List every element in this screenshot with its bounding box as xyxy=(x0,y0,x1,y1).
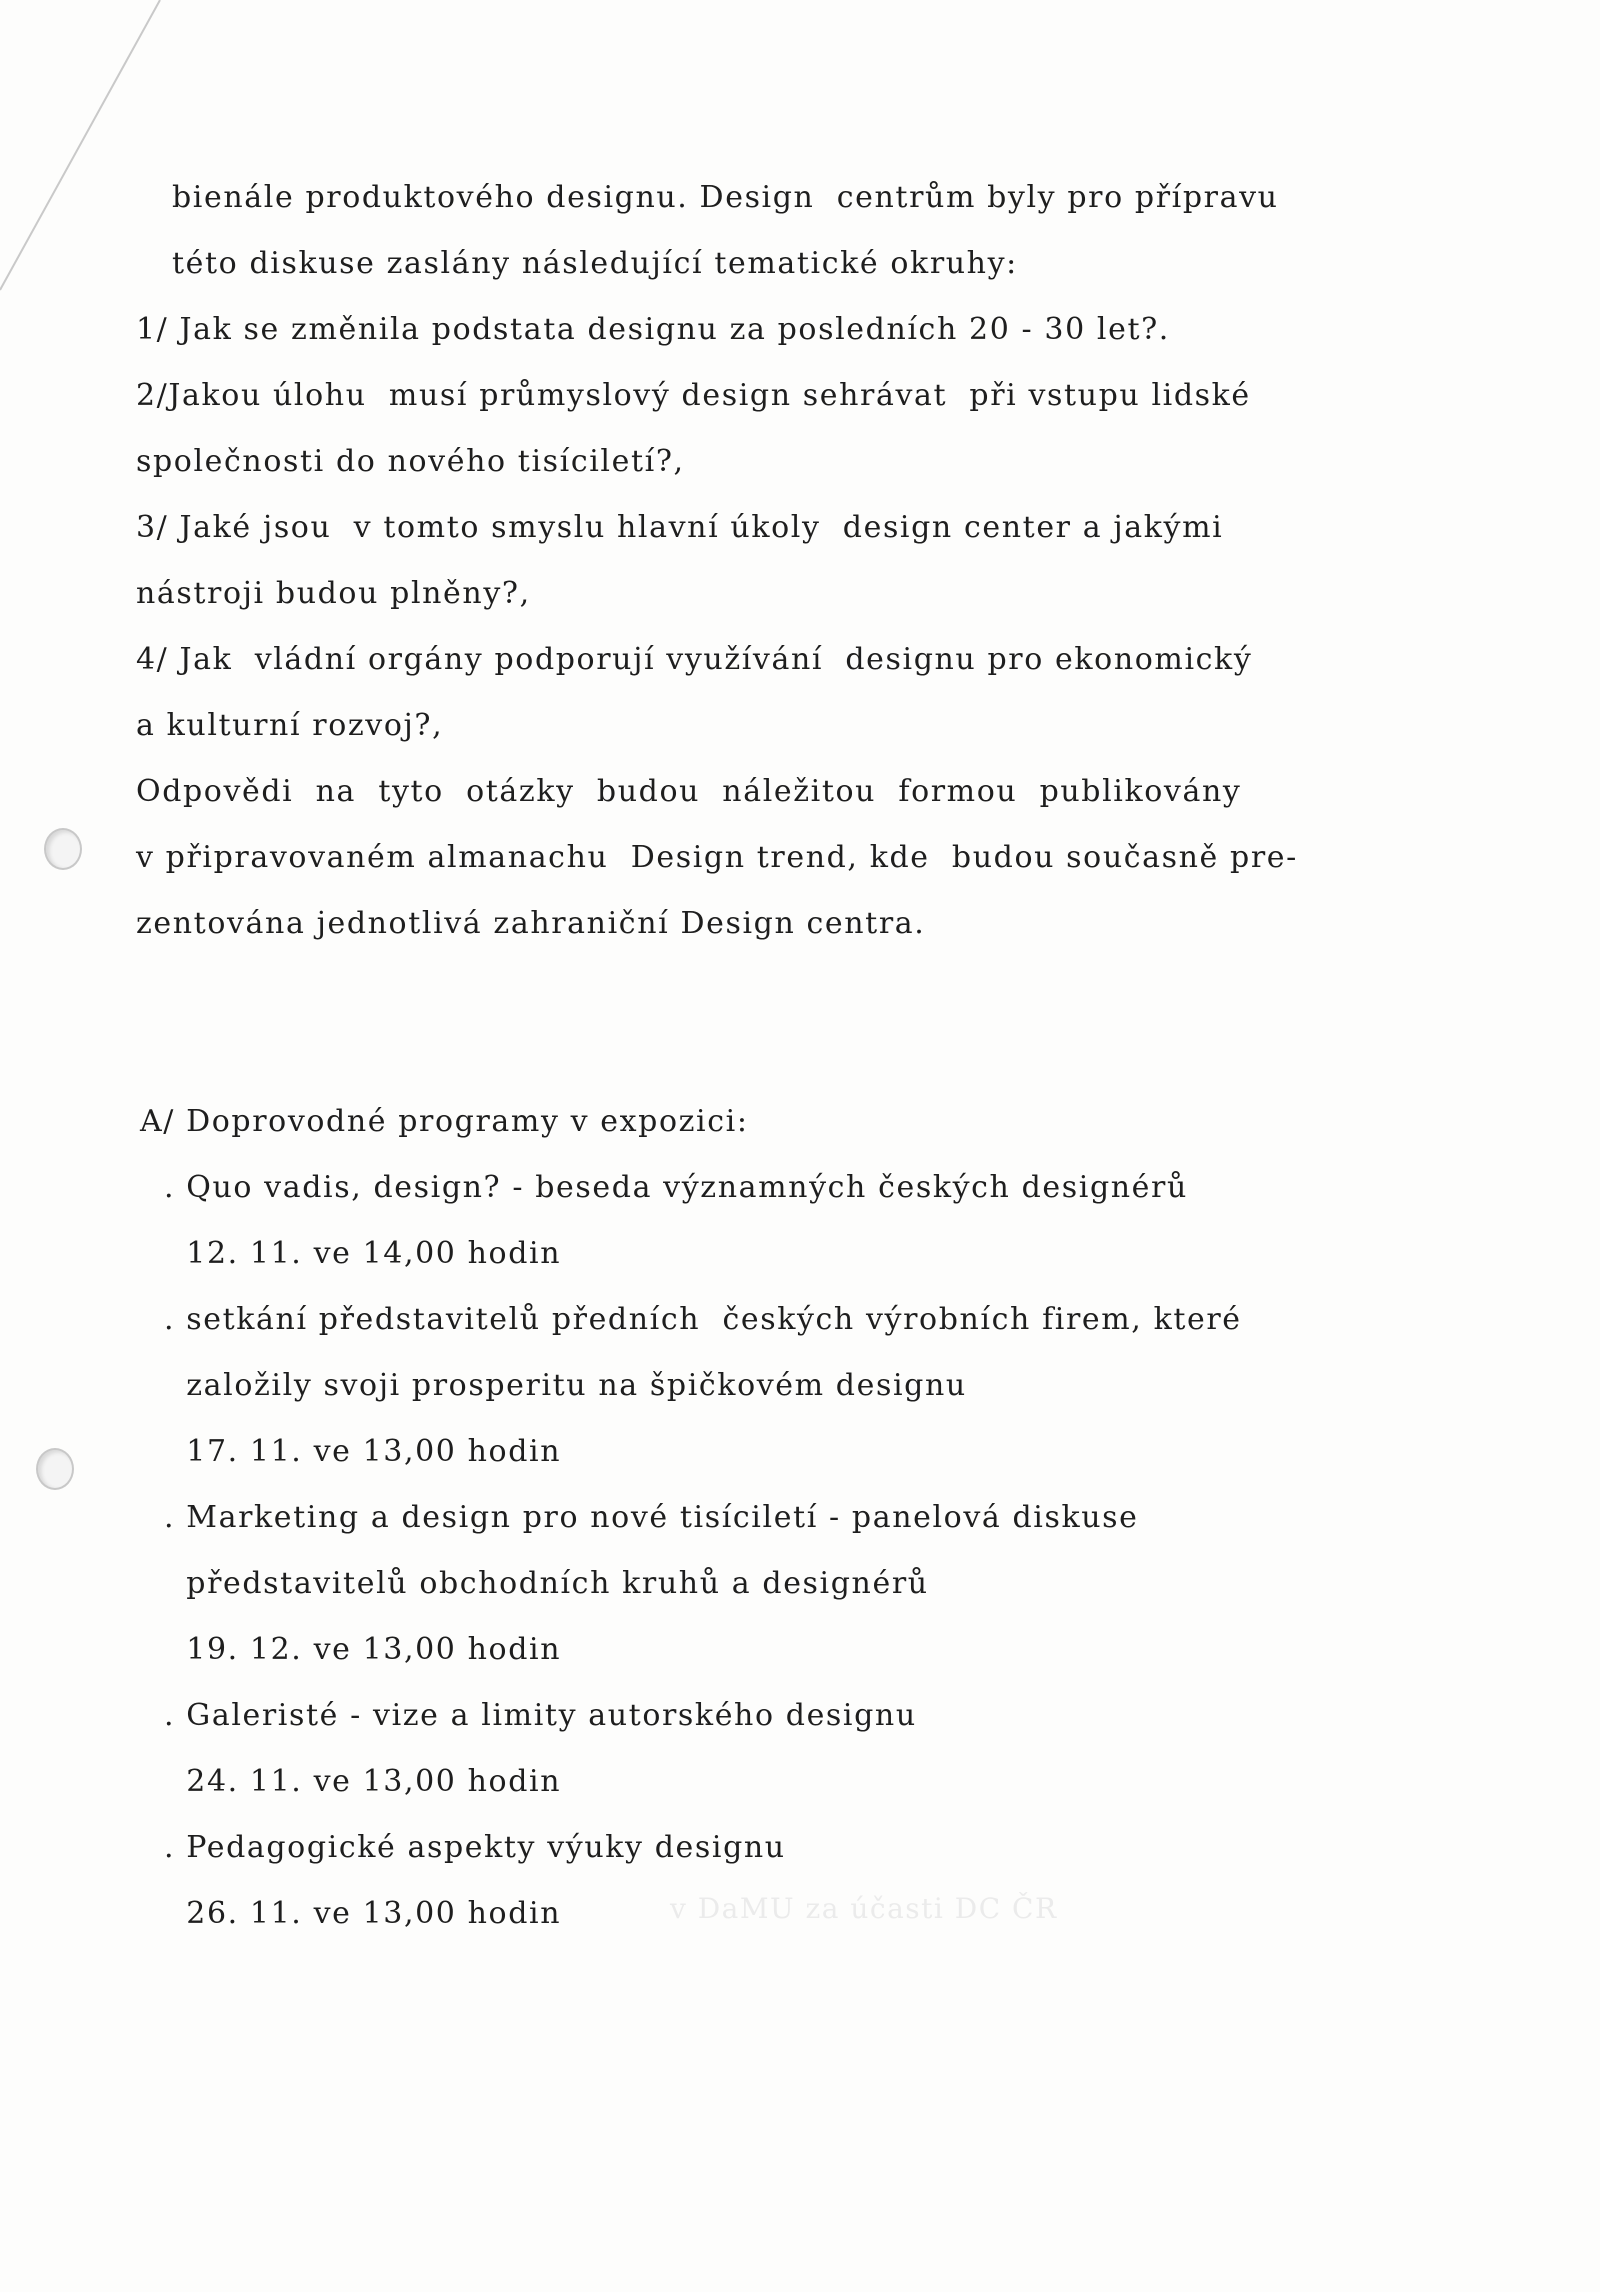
paragraph-line: v připravovaném almanachu Design trend, kde budou současně pre- xyxy=(136,840,1298,875)
paragraph-line: nástroji budou plněny?, xyxy=(136,576,531,611)
paragraph-line: Odpovědi na tyto otázky budou náležitou formou publikovány xyxy=(136,774,1242,809)
program-detail: 26. 11. ve 13,00 hodin xyxy=(164,1896,562,1931)
program-detail: 19. 12. ve 13,00 hodin xyxy=(164,1632,562,1667)
paragraph-line: této diskuse zaslány následující tematické okruhy: xyxy=(172,246,1018,281)
paragraph-line: 2/Jakou úlohu musí průmyslový design sehrávat při vstupu lidské xyxy=(136,378,1251,413)
program-item: . setkání představitelů předních českých výrobních firem, které xyxy=(164,1302,1242,1337)
paragraph-line: společnosti do nového tisíciletí?, xyxy=(136,444,685,479)
paragraph-line: 1/ Jak se změnila podstata designu za posledních 20 - 30 let?. xyxy=(136,312,1170,347)
program-detail: 17. 11. ve 13,00 hodin xyxy=(164,1434,562,1469)
paragraph-line: bienále produktového designu. Design centrům byly pro přípravu xyxy=(172,180,1279,215)
paragraph-line: a kulturní rozvoj?, xyxy=(136,708,444,743)
bleed-through-text: v DaMU za účasti DC ČR xyxy=(670,1892,1058,1925)
program-detail: 12. 11. ve 14,00 hodin xyxy=(164,1236,562,1271)
section-heading: A/ Doprovodné programy v expozici: xyxy=(140,1104,749,1139)
program-detail: představitelů obchodních kruhů a designérů xyxy=(164,1566,929,1601)
paragraph-line: zentována jednotlivá zahraniční Design centra. xyxy=(136,906,926,941)
program-item: . Pedagogické aspekty výuky designu xyxy=(164,1830,786,1865)
paragraph-line: 3/ Jaké jsou v tomto smyslu hlavní úkoly design center a jakými xyxy=(136,510,1224,545)
program-item: . Marketing a design pro nové tisíciletí - panelová diskuse xyxy=(164,1500,1139,1535)
program-item: . Quo vadis, design? - beseda významných českých designérů xyxy=(164,1170,1188,1205)
program-detail: 24. 11. ve 13,00 hodin xyxy=(164,1764,562,1799)
program-item: . Galeristé - vize a limity autorského designu xyxy=(164,1698,917,1733)
punch-hole-top xyxy=(44,828,82,870)
page-fold-mark xyxy=(0,0,200,300)
paragraph-line: 4/ Jak vládní orgány podporují využívání designu pro ekonomický xyxy=(136,642,1253,677)
punch-hole-bottom xyxy=(36,1448,74,1490)
program-detail: založily svoji prosperitu na špičkovém designu xyxy=(164,1368,967,1403)
